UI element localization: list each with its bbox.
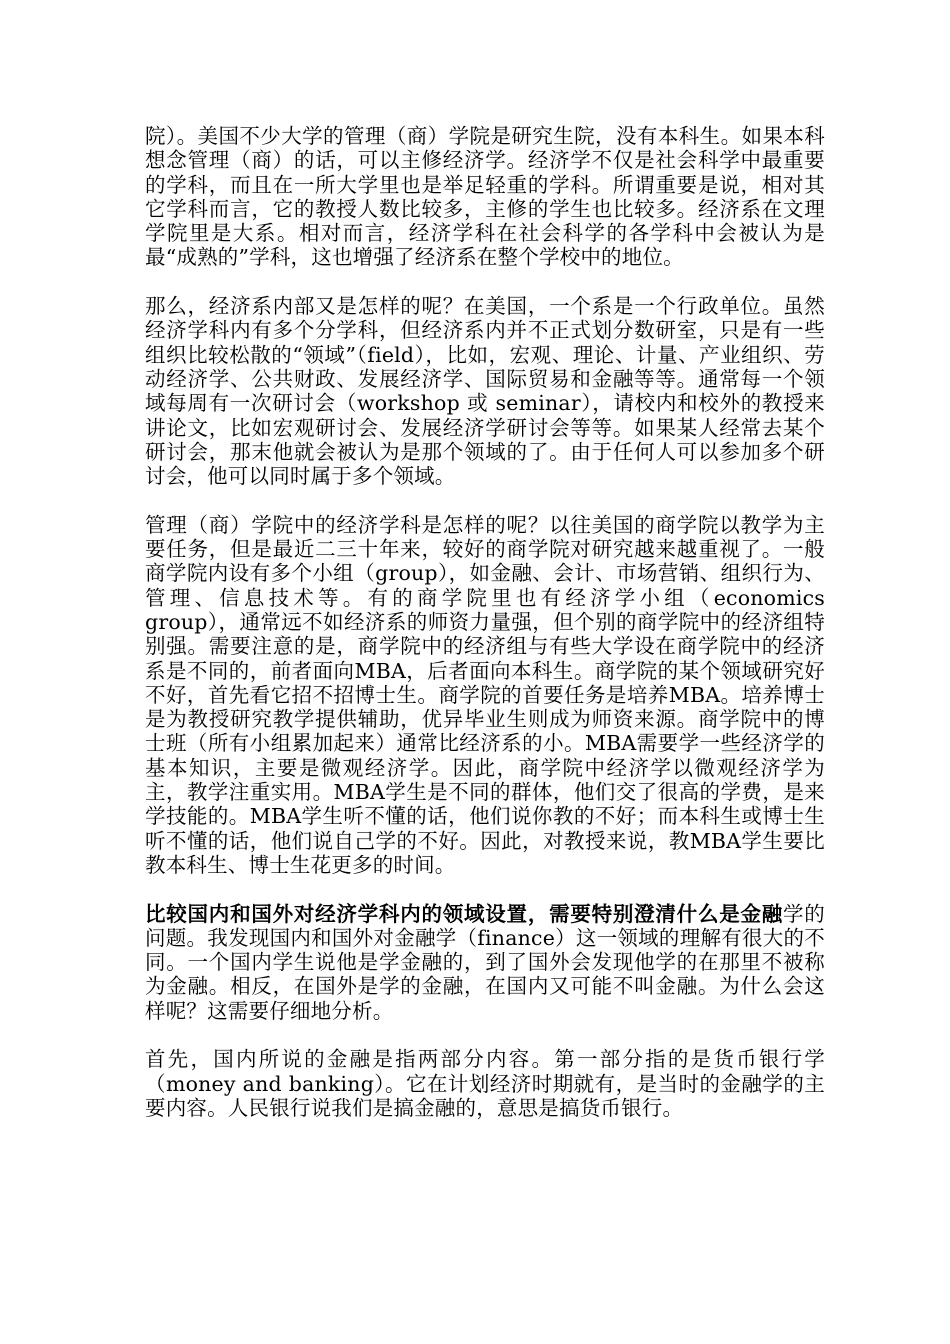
- document-page: [145, 124, 825, 1144]
- paragraph-3: [145, 513, 825, 877]
- paragraph-3-text: 管理（商）学院中的经济学科是怎样的呢？以往美国的商学院以教学为主要任务，但是最近二三十年来，较好的商学院对研究越来越重视了。一般商学院内设有多个小组（group），如金融、会计、市场营销、组织行为、管理、信息技术等。有的商学院里也有经济学小组（economics group），通常远不如经济系的师资力量强，但个别的商学院中的经济组特别强。需要注意的是，商学院中的经济组与有些大学设在商学院中的经济系是不同的，前者面向MBA，后者面向本科生。商学院的某个领域研究好不好，首先看它招不招博士生。商学院的首要任务是培养MBA。培养博士是为教授研究教学提供辅助，优异毕业生则成为师资来源。商学院中的博士班（所有小组累加起来）通常比经济系的小。MBA需要学一些经济学的基本知识，主要是微观经济学。因此，商学院中经济学以微观经济学为主，教学注重实用。MBA学生是不同的群体，他们交了很高的学费，是来学技能的。MBA学生听不懂的话，他们说你教的不好；而本科生或博士生听不懂的话，他们说自己学的不好。因此，对教授来说，教MBA学生要比教本科生、博士生花更多的时间。: [145, 512, 825, 877]
- paragraph-5-text: 首先，国内所说的金融是指两部分内容。第一部分指的是货币银行学（money and banking）。它在计划经济时期就有，是当时的金融学的主要内容。人民银行说我们是搞金融的，意思是搞货币银行。: [145, 1047, 825, 1120]
- paragraph-4: [145, 902, 825, 1023]
- paragraph-2: [145, 294, 825, 488]
- paragraph-2-text: 那么，经济系内部又是怎样的呢？在美国，一个系是一个行政单位。虽然经济学科内有多个分学科，但经济系内并不正式划分数研室，只是有一些组织比较松散的“领域”（field），比如，宏观、理论、计量、产业组织、劳动经济学、公共财政、发展经济学、国际贸易和金融等等。通常每一个领域每周有一次研讨会（workshop 或 seminar），请校内和校外的教授来讲论文，比如宏观研讨会、发展经济学研讨会等等。如果某人经常去某个研讨会，那末他就会被认为是那个领域的了。由于任何人可以参加多个研讨会，他可以同时属于多个领域。: [145, 294, 825, 489]
- paragraph-4-text: 学的问题。我发现国内和国外对金融学（finance）这一领域的理解有很大的不同。一个国内学生说他是学金融的，到了国外会发现他学的在那里不被称为金融。相反，在国外是学的金融，在国内又可能不叫金融。为什么会这样呢？这需要仔细地分析。: [145, 901, 825, 1023]
- paragraph-1: [145, 124, 825, 270]
- paragraph-4-bold-lead: 比较国内和国外对经济学科内的领域设置，需要特别澄清什么是金融: [145, 901, 784, 926]
- paragraph-1-text: 院）。美国不少大学的管理（商）学院是研究生院，没有本科生。如果本科想念管理（商）的话，可以主修经济学。经济学不仅是社会科学中最重要的学科，而且在一所大学里也是举足轻重的学科。所谓重要是说，相对其它学科而言，它的教授人数比较多，主修的学生也比较多。经济系在文理学院里是大系。相对而言，经济学科在社会科学的各学科中会被认为是最“成熟的”学科，这也增强了经济系在整个学校中的地位。: [145, 124, 825, 270]
- paragraph-5: [145, 1047, 825, 1120]
